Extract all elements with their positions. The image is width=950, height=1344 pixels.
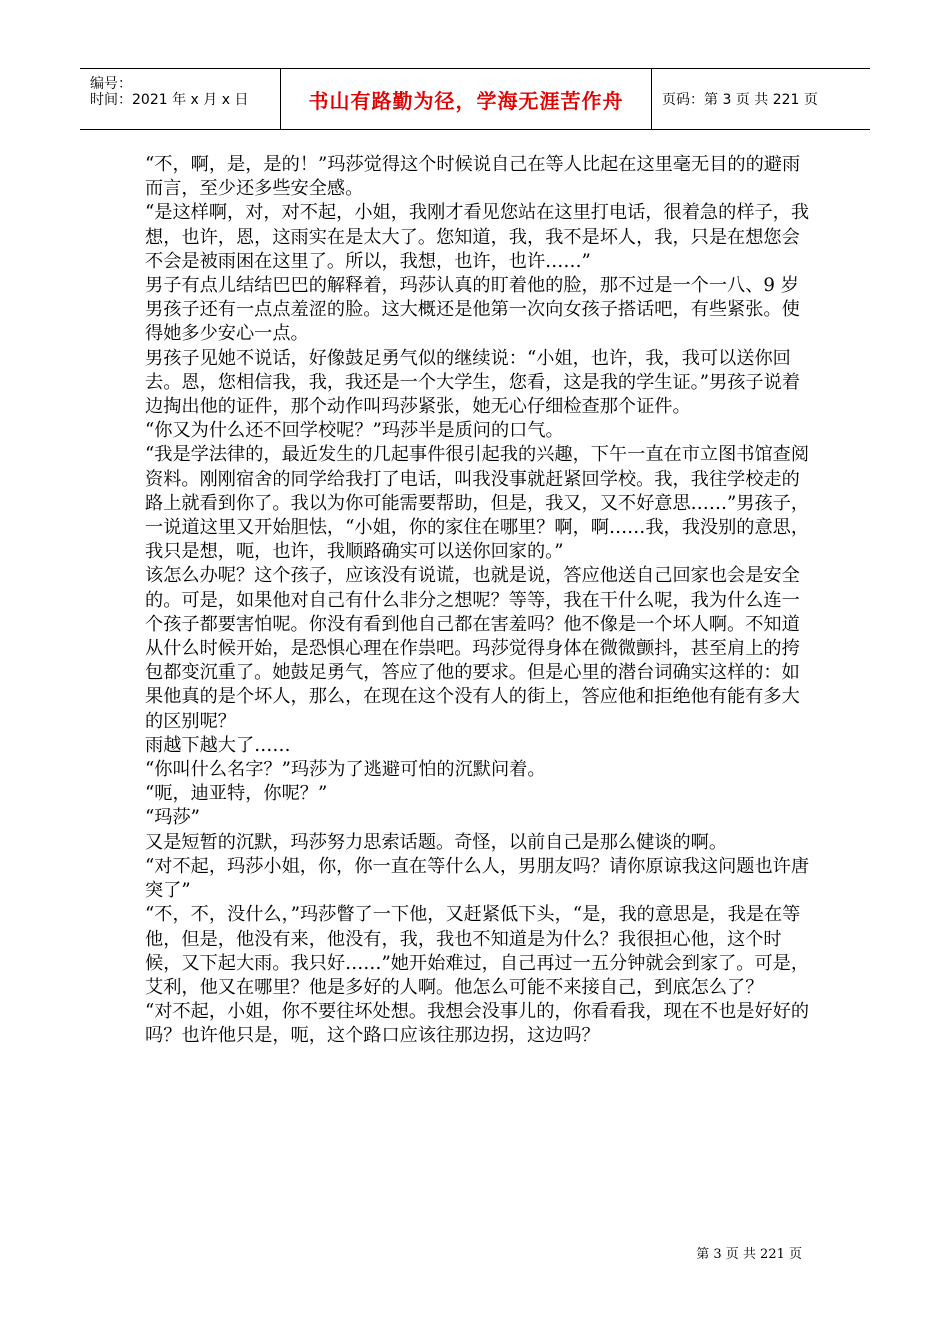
header-motto-cell [281,69,652,129]
document-time-label: 时间：2021 年 x 月 x 日 [90,92,249,108]
paragraph: “对不起，小姐，你不要往坏处想。我想会没事儿的，你看看我，现在不也是好好的吗？也许他只是，呃，这个路口应该往那边拐，这边吗？ [145,1001,810,1047]
paragraph: 该怎么办呢？这个孩子，应该没有说谎，也就是说，答应他送自己回家也会是安全的。可是，如果他对自己有什么非分之想呢？等等，我在干什么呢，我为什么连一个孩子都要害怕呢。你没有看到他自己都在害羞吗？他不像是一个坏人啊。不知道从什么时候开始，是恐惧心理在作祟吧。玛莎觉得身体在微微颤抖，甚至肩上的挎包都变沉重了。她鼓足勇气，答应了他的要求。但是心里的潜台词确实这样的：如果他真的是个坏人，那么，在现在这个没有人的街上，答应他和拒绝他有能有多大的区别呢？ [145,565,800,732]
paragraph: 雨越下越大了…… [145,734,291,756]
paragraph: 又是短暂的沉默，玛莎努力思索话题。奇怪，以前自己是那么健谈的啊。 [145,831,728,853]
header-meta [80,69,281,129]
paragraph: “你叫什么名字？”玛莎为了逃避可怕的沉默问着。 [145,759,546,781]
paragraph: “呃，迪亚特，你呢？” [145,783,328,805]
paragraph: 男子有点儿结结巴巴的解释着，玛莎认真的盯着他的脸，那不过是一个一八、9 岁男孩子还有一点点羞涩的脸。这大概还是他第一次向女孩子搭话吧，有些紧张。使得她多少安心一点。 [145,275,800,345]
header-motto: 书山有路勤为径，学海无涯苦作舟 [308,88,624,113]
header-page-info: 页码：第 3 页 共 221 页 [662,92,818,108]
paragraph: “我是学法律的，最近发生的几起事件很引起我的兴趣，下午一直在市立图书馆查阅资料。刚刚宿舍的同学给我打了电话，叫我没事就赶紧回学校。我，我往学校走的路上就看到你了。我以为你可能需要帮助，但是，我又，又不好意思……”男孩子，一说道这里又开始胆怯，“小姐，你的家住在哪里？啊，啊……我，我没别的意思，我只是想，呃，也许，我顺路确实可以送你回家的。” [145,444,810,563]
paragraph: “不，不，没什么，”玛莎瞥了一下他，又赶紧低下头，“是，我的意思是，我是在等他，但是，他没有来，他没有，我，我也不知道是为什么？我很担心他，这个时候，又下起大雨。我只好……”她开始难过，自己再过一五分钟就会到家了。可是，艾利，他又在哪里？他是多好的人啊。他怎么可能不来接自己，到底怎么了？ [145,904,810,998]
document-body [145,153,810,1049]
document-number-label: 编号： [90,76,132,92]
paragraph: 男孩子见她不说话，好像鼓足勇气似的继续说：“小姐，也许，我，我可以送你回去。恩，您相信我，我，我还是一个大学生，您看，这是我的学生证。”男孩子说着边掏出他的证件，那个动作叫玛莎紧张，她无心仔细检查那个证件。 [145,347,800,418]
page-footer: 第 3 页 共 221 页 [696,1247,802,1262]
paragraph: “你又为什么还不回学校呢？”玛莎半是质问的口气。 [145,420,564,442]
paragraph: “对不起，玛莎小姐，你，你一直在等什么人，男朋友吗？请你原谅我这问题也许唐突了” [145,855,810,902]
paragraph: “不，啊，是，是的！”玛莎觉得这个时候说自己在等人比起在这里毫无目的的避雨而言，至少还多些安全感。 [145,154,801,200]
paragraph: “是这样啊，对，对不起，小姐，我刚才看见您站在这里打电话，很着急的样子，我想，也许，恩，这雨实在是太大了。您知道，我，我不是坏人，我，只是在想您会不会是被雨困在这里了。所以，我想，也许，也许……” [145,202,810,272]
paragraph: “玛莎” [145,807,200,829]
page-header [80,68,870,130]
